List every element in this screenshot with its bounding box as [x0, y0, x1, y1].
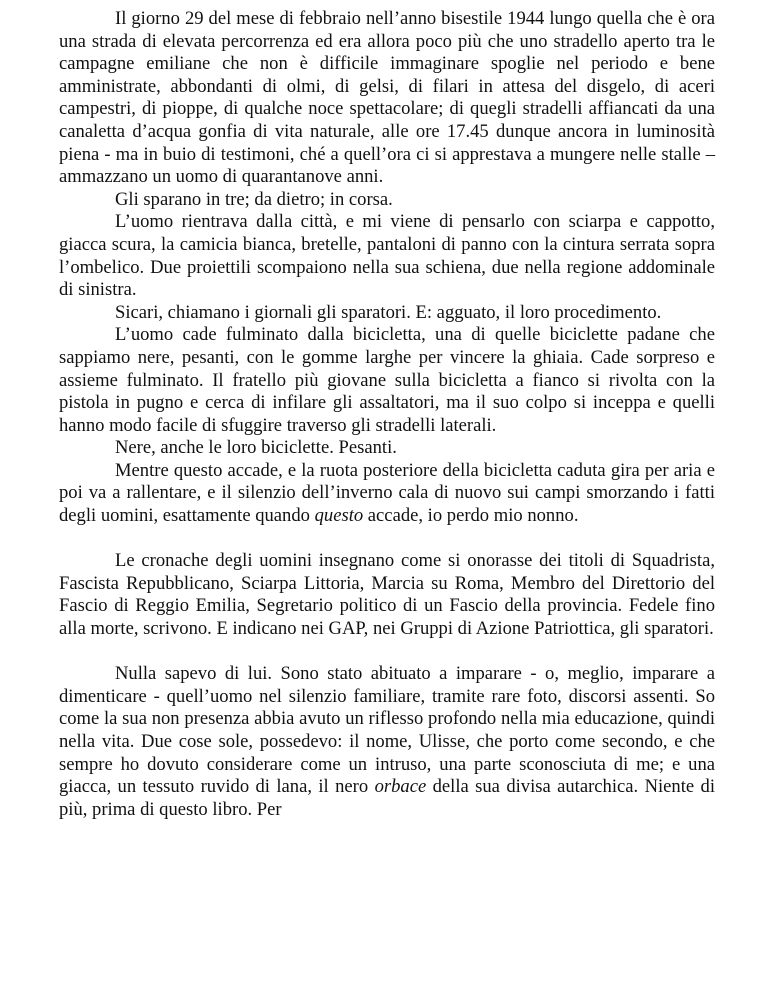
paragraph-text: L’uomo cade fulminato dalla bicicletta, una di quelle biciclette padane che sappiamo nere, pesanti, con le gomme larghe per vincere la ghiaia. Cade sorpreso e assieme fulminato. Il fratello più giovane sulla bicicletta a fianco si rivolta con la pistola in pugno e cerca di infilare gli assaltatori, ma il suo colpo si inceppa e quelli hanno modo facile di sfuggire traverso gli stradelli laterali. [59, 324, 715, 436]
paragraph [59, 211, 715, 301]
paragraph-text: Mentre questo accade, e la ruota posteriore della bicicletta caduta gira per aria e poi va a rallentare, e il silenzio dell’inverno cala di nuovo sui campi smorzando i fatti degli uomini, esattamente quando [59, 459, 715, 527]
paragraph [59, 324, 715, 437]
paragraph-text: della sua divisa autarchica. Niente di più, prima di questo libro. Per [59, 776, 715, 820]
paragraph-text: L’uomo rientrava dalla città, e mi viene di pensarlo con sciarpa e cappotto, giacca scura, la camicia bianca, bretelle, pantaloni di panno con la cintura serrata sopra l’ombelico. Due proiettili scompaiono nella sua schiena, due nella regione addominale di sinistra. [59, 211, 715, 301]
italic-word: questo [314, 505, 364, 527]
paragraph-text: Sicari, chiamano i giornali gli sparatori. E: agguato, il loro procedimento. [115, 301, 662, 323]
paragraph-text: Il giorno 29 del mese di febbraio nell’anno bisestile 1944 lungo quella che è ora una strada di elevata percorrenza ed era allora poco più che uno stradello aperto tra le campagne emiliane che non è difficile immaginare spoglie nel periodo e bene amministrate, abbondanti di olmi, di gelsi, di filari in attesa del disgelo, di aceri campestri, di pioppe, di qualche noce spettacolare; di quegli stradelli affiancati da una canaletta d’acqua gonfia di vita naturale, alle ore 17.45 dunque ancora in luminosità piena - ma in buio di testimoni, ché a quell’ora ci si apprestava a mungere nelle stalle – ammazzano un uomo di quarantanove anni. [59, 8, 715, 188]
paragraph-text: accade, io perdo mio nonno. [363, 505, 579, 527]
paragraph [59, 460, 715, 528]
paragraph-text: Nere, anche le loro biciclette. Pesanti. [115, 437, 397, 459]
paragraph [59, 189, 715, 212]
paragraph [59, 8, 715, 189]
paragraph [59, 437, 715, 460]
document-page [59, 8, 715, 821]
paragraph-text: Nulla sapevo di lui. Sono stato abituato a imparare - o, meglio, imparare a dimenticare - quell’uomo nel silenzio familiare, tramite rare foto, discorsi assenti. So come la sua non presenza abbia avuto un riflesso profondo nella mia educazione, quindi nella vita. Due cose sole, possedevo: il nome, Ulisse, che porto come secondo, e che sempre ho dovuto considerare come un intruso, una parte sconosciuta di me; e una giacca, un tessuto ruvido di lana, il nero [59, 663, 715, 798]
paragraph [59, 663, 715, 821]
paragraph-text: Le cronache degli uomini insegnano come si onorasse dei titoli di Squadrista, Fascista Repubblicano, Sciarpa Littoria, Marcia su Roma, Membro del Direttorio del Fascio di Reggio Emilia, Segretario politico di un Fascio della provincia. Fedele fino alla morte, scrivono. E indicano nei GAP, nei Gruppi di Azione Patriottica, gli sparatori. [59, 550, 715, 640]
paragraph-text: Gli sparano in tre; da dietro; in corsa. [115, 188, 393, 210]
italic-word: orbace [374, 776, 427, 798]
paragraph [59, 550, 715, 640]
paragraph [59, 302, 715, 325]
